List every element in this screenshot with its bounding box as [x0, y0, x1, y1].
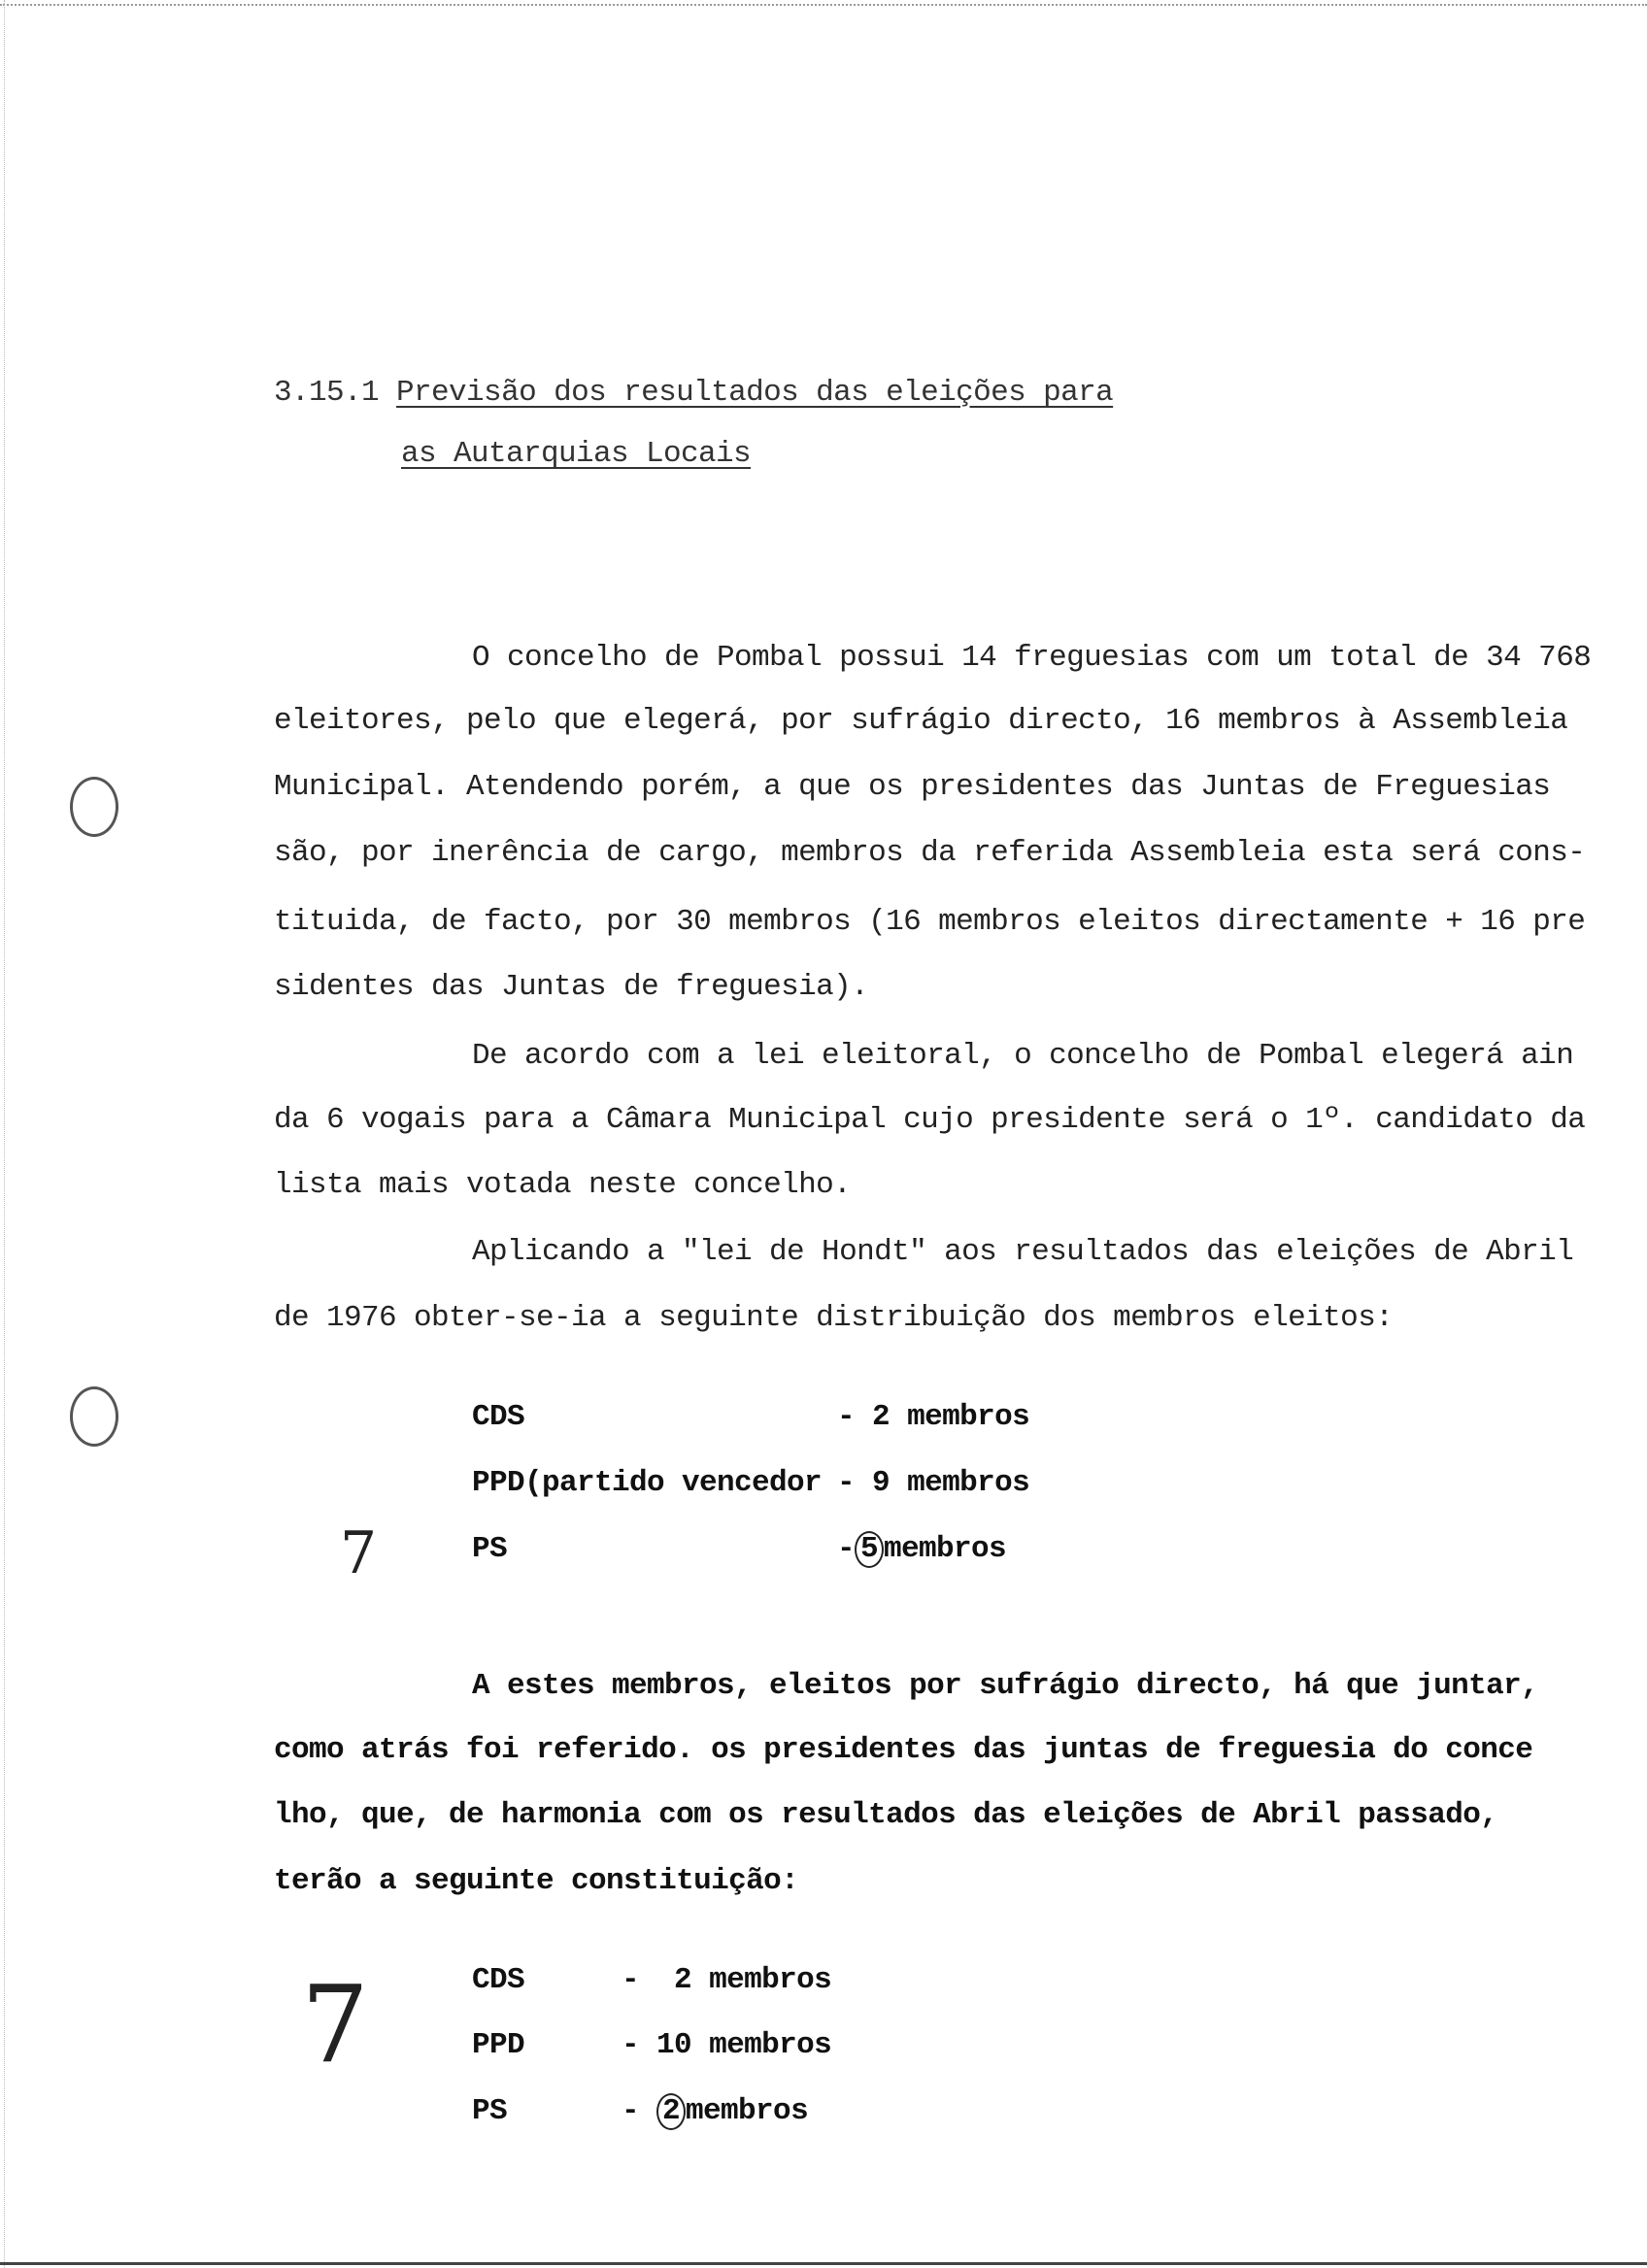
- page-top-edge: [0, 4, 1647, 6]
- section-heading-line-2: as Autarquias Locais: [401, 437, 752, 471]
- handwritten-mark: 7: [340, 1519, 378, 1587]
- paragraph-line: de 1976 obter-se-ia a seguinte distribuição dos membros eleitos:: [274, 1301, 1394, 1335]
- punch-hole-icon: [70, 777, 118, 837]
- paragraph-line: são, por inerência de cargo, membros da referida Assembleia esta será cons-: [274, 836, 1586, 870]
- list-item-party: PPD: [472, 2028, 525, 2062]
- section-title: Previsão dos resultados das eleições para: [396, 376, 1114, 410]
- list-item-party: PS: [472, 1532, 508, 1566]
- list-item-party: CDS: [472, 1400, 525, 1434]
- paragraph-line: lista mais votada neste concelho.: [274, 1168, 852, 1202]
- paragraph-line: tituida, de facto, por 30 membros (16 membros eleitos directamente + 16 pre: [274, 905, 1586, 939]
- paragraph-line: Aplicando a "lei de Hondt" aos resultados das eleições de Abril: [472, 1235, 1574, 1269]
- paragraph-line: sidentes das Juntas de freguesia).: [274, 970, 869, 1004]
- circled-count: 5: [855, 1531, 884, 1568]
- list-item-party: PPD(partido vencedor: [472, 1466, 823, 1500]
- section-heading-line-1: [274, 374, 1113, 413]
- paragraph-line: A estes membros, eleitos por sufrágio directo, há que juntar,: [472, 1669, 1539, 1703]
- list-item-count: - 2 membros: [622, 1963, 832, 1997]
- paragraph-line: De acordo com a lei eleitoral, o concelho de Pombal elegerá ain: [472, 1039, 1574, 1073]
- list-item-count: - 9 membros: [837, 1466, 1030, 1500]
- list-item-count: - 2 membros: [837, 1400, 1030, 1434]
- handwritten-mark: 7: [301, 1962, 369, 2086]
- page-bottom-edge: [0, 2262, 1647, 2265]
- list-item-count: - 10 membros: [622, 2028, 832, 2062]
- paragraph-line: Municipal. Atendendo porém, a que os presidentes das Juntas de Freguesias: [274, 770, 1551, 804]
- paragraph-line: eleitores, pelo que elegerá, por sufrágio directo, 16 membros à Assembleia: [274, 704, 1568, 738]
- paragraph-line: lho, que, de harmonia com os resultados das eleições de Abril passado,: [274, 1798, 1498, 1832]
- paragraph-line: da 6 vogais para a Câmara Municipal cujo presidente será o 1º. candidato da: [274, 1103, 1586, 1137]
- section-number: 3.15.1: [274, 376, 380, 410]
- paragraph-line: terão a seguinte constituição:: [274, 1864, 799, 1898]
- paragraph-line: como atrás foi referido. os presidentes das juntas de freguesia do conce: [274, 1733, 1533, 1767]
- list-item-party: CDS: [472, 1963, 525, 1997]
- list-item-party: PS: [472, 2094, 508, 2128]
- punch-hole-icon: [70, 1386, 118, 1447]
- page-left-edge: [4, 0, 5, 2268]
- list-item-count: - 5 membros: [837, 1532, 1007, 1566]
- paragraph-line: O concelho de Pombal possui 14 freguesias com um total de 34 768: [472, 641, 1592, 675]
- list-item-count: - 2 membros: [622, 2094, 809, 2128]
- circled-count: 2: [656, 2093, 686, 2130]
